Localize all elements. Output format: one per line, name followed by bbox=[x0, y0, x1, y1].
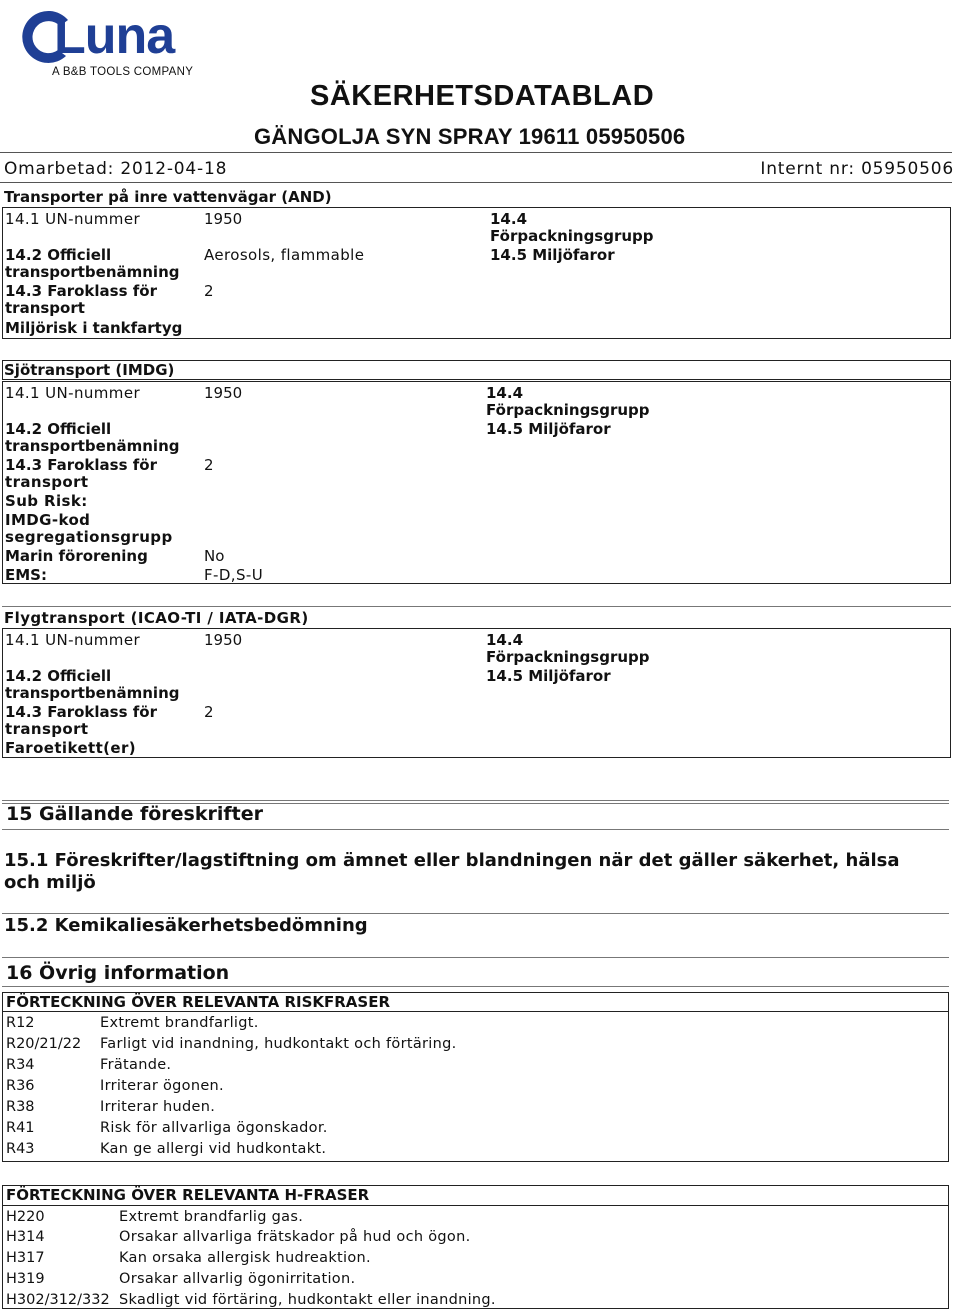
r-phrase-code: R20/21/22 bbox=[6, 1036, 82, 1052]
logo-wordmark: Luna bbox=[54, 7, 175, 65]
r-phrase-code: R38 bbox=[6, 1099, 35, 1115]
section16-rule-bottom bbox=[2, 986, 949, 987]
r-phrase-text: Risk för allvarliga ögonskador. bbox=[100, 1120, 328, 1136]
sea-ems-label: EMS: bbox=[5, 566, 47, 584]
sea-subrisk-label: Sub Risk: bbox=[5, 492, 88, 510]
inland-section-title: Transporter på inre vattenvägar (AND) bbox=[4, 188, 332, 206]
sea-pack-label-1: 14.4 bbox=[486, 384, 524, 402]
revision-divider bbox=[0, 182, 952, 183]
sea-class-label-1: 14.3 Faroklass för bbox=[5, 456, 157, 474]
air-labels-label: Faroetikett(er) bbox=[5, 739, 137, 757]
h-phrase-code: H302/312/332 bbox=[6, 1292, 110, 1308]
r-phrase-text: Extremt brandfarligt. bbox=[100, 1015, 259, 1031]
sea-name-label-2: transportbenämning bbox=[5, 437, 180, 455]
air-pack-label-2: Förpackningsgrupp bbox=[486, 648, 650, 666]
air-section-title: Flygtransport (ICAO-TI / IATA-DGR) bbox=[4, 609, 309, 627]
r-phrase-text: Irriterar ögonen. bbox=[100, 1078, 224, 1094]
document-title: SÄKERHETSDATABLAD bbox=[310, 80, 655, 112]
r-phrase-text: Farligt vid inandning, hudkontakt och förtäring. bbox=[100, 1036, 457, 1052]
inland-env-label: 14.5 Miljöfaror bbox=[490, 246, 615, 264]
h-phrase-code: H317 bbox=[6, 1250, 45, 1266]
inland-un-value: 1950 bbox=[204, 210, 243, 228]
r-phrase-code: R43 bbox=[6, 1141, 35, 1157]
inland-name-label-1: 14.2 Officiell bbox=[5, 246, 112, 264]
h-phrase-text: Orsakar allvarlig ögonirritation. bbox=[119, 1271, 356, 1287]
h-phrase-text: Extremt brandfarlig gas. bbox=[119, 1209, 304, 1225]
r-phrase-code: R41 bbox=[6, 1120, 35, 1136]
inland-class-value: 2 bbox=[204, 282, 214, 300]
air-un-value: 1950 bbox=[204, 631, 243, 649]
h-phrase-code: H314 bbox=[6, 1229, 45, 1245]
sea-marine-label: Marin förorening bbox=[5, 547, 148, 565]
section16-rule-top bbox=[2, 957, 949, 958]
air-name-label-1: 14.2 Officiell bbox=[5, 667, 112, 685]
inland-pack-label-2: Förpackningsgrupp bbox=[490, 227, 654, 245]
product-name: GÄNGOLJA SYN SPRAY 19611 05950506 bbox=[254, 124, 686, 149]
sea-un-label: 14.1 UN-nummer bbox=[5, 384, 141, 402]
sea-seg-label-2: segregationsgrupp bbox=[5, 528, 173, 546]
r-phrase-text: Irriterar huden. bbox=[100, 1099, 216, 1115]
inland-un-label: 14.1 UN-nummer bbox=[5, 210, 141, 228]
revision-date: Omarbetad: 2012-04-18 bbox=[4, 159, 228, 179]
r-phrase-code: R12 bbox=[6, 1015, 35, 1031]
air-env-label: 14.5 Miljöfaror bbox=[486, 667, 611, 685]
air-name-label-2: transportbenämning bbox=[5, 684, 180, 702]
sea-seg-label-1: IMDG-kod bbox=[5, 511, 91, 529]
h-phrase-code: H220 bbox=[6, 1209, 45, 1225]
air-pack-label-1: 14.4 bbox=[486, 631, 524, 649]
r-phrase-code: R36 bbox=[6, 1078, 35, 1094]
sea-env-label: 14.5 Miljöfaror bbox=[486, 420, 611, 438]
h-phrase-code: H319 bbox=[6, 1271, 45, 1287]
h-phrase-text: Kan orsaka allergisk hudreaktion. bbox=[119, 1250, 371, 1266]
header-divider bbox=[0, 152, 952, 153]
sea-pack-label-2: Förpackningsgrupp bbox=[486, 401, 650, 419]
sea-section-title: Sjötransport (IMDG) bbox=[4, 361, 175, 379]
inland-class-label-2: transport bbox=[5, 299, 85, 317]
r-phrases-title: FÖRTECKNING ÖVER RELEVANTA RISKFRASER bbox=[6, 993, 391, 1011]
section15-rule-top bbox=[2, 800, 949, 801]
r-phrase-text: Kan ge allergi vid hudkontakt. bbox=[100, 1141, 327, 1157]
air-class-label-1: 14.3 Faroklass för bbox=[5, 703, 157, 721]
inland-tank-label: Miljörisk i tankfartyg bbox=[5, 319, 183, 337]
logo-tagline: A B&B TOOLS COMPANY bbox=[52, 66, 194, 78]
sea-un-value: 1950 bbox=[204, 384, 243, 402]
section15-heading: 15 Gällande föreskrifter bbox=[6, 803, 263, 825]
air-un-label: 14.1 UN-nummer bbox=[5, 631, 141, 649]
section15-sub2: 15.2 Kemikaliesäkerhetsbedömning bbox=[4, 915, 368, 936]
h-phrases-title-rule bbox=[2, 1205, 949, 1206]
sea-marine-value: No bbox=[204, 547, 225, 565]
section15-sub1: 15.1 Föreskrifter/lagstiftning om ämnet eller blandningen när det gäller säkerhet, hälsa och miljö bbox=[4, 850, 900, 893]
r-phrase-text: Frätande. bbox=[100, 1057, 172, 1073]
inland-name-value: Aerosols, flammable bbox=[204, 246, 365, 264]
sea-class-value: 2 bbox=[204, 456, 214, 474]
section15-rule-bottom bbox=[2, 829, 949, 830]
h-phrases-title: FÖRTECKNING ÖVER RELEVANTA H-FRASER bbox=[6, 1186, 370, 1204]
section15-sub2-rule bbox=[2, 913, 949, 914]
r-phrase-code: R34 bbox=[6, 1057, 35, 1073]
inland-name-label-2: transportbenämning bbox=[5, 263, 180, 281]
section16-heading: 16 Övrig information bbox=[6, 962, 230, 984]
air-class-value: 2 bbox=[204, 703, 214, 721]
air-title-rule bbox=[2, 606, 951, 607]
sea-name-label-1: 14.2 Officiell bbox=[5, 420, 112, 438]
internal-number: Internt nr: 05950506 bbox=[760, 159, 954, 179]
h-phrase-text: Orsakar allvarliga frätskador på hud och ögon. bbox=[119, 1229, 471, 1245]
h-phrase-text: Skadligt vid förtäring, hudkontakt eller inandning. bbox=[119, 1292, 496, 1308]
sea-ems-value: F-D,S-U bbox=[204, 566, 264, 584]
r-phrases-title-rule bbox=[2, 1011, 949, 1012]
inland-pack-label-1: 14.4 bbox=[490, 210, 528, 228]
air-class-label-2: transport bbox=[5, 720, 89, 738]
company-logo bbox=[14, 6, 214, 80]
inland-class-label-1: 14.3 Faroklass för bbox=[5, 282, 157, 300]
sea-class-label-2: transport bbox=[5, 473, 89, 491]
